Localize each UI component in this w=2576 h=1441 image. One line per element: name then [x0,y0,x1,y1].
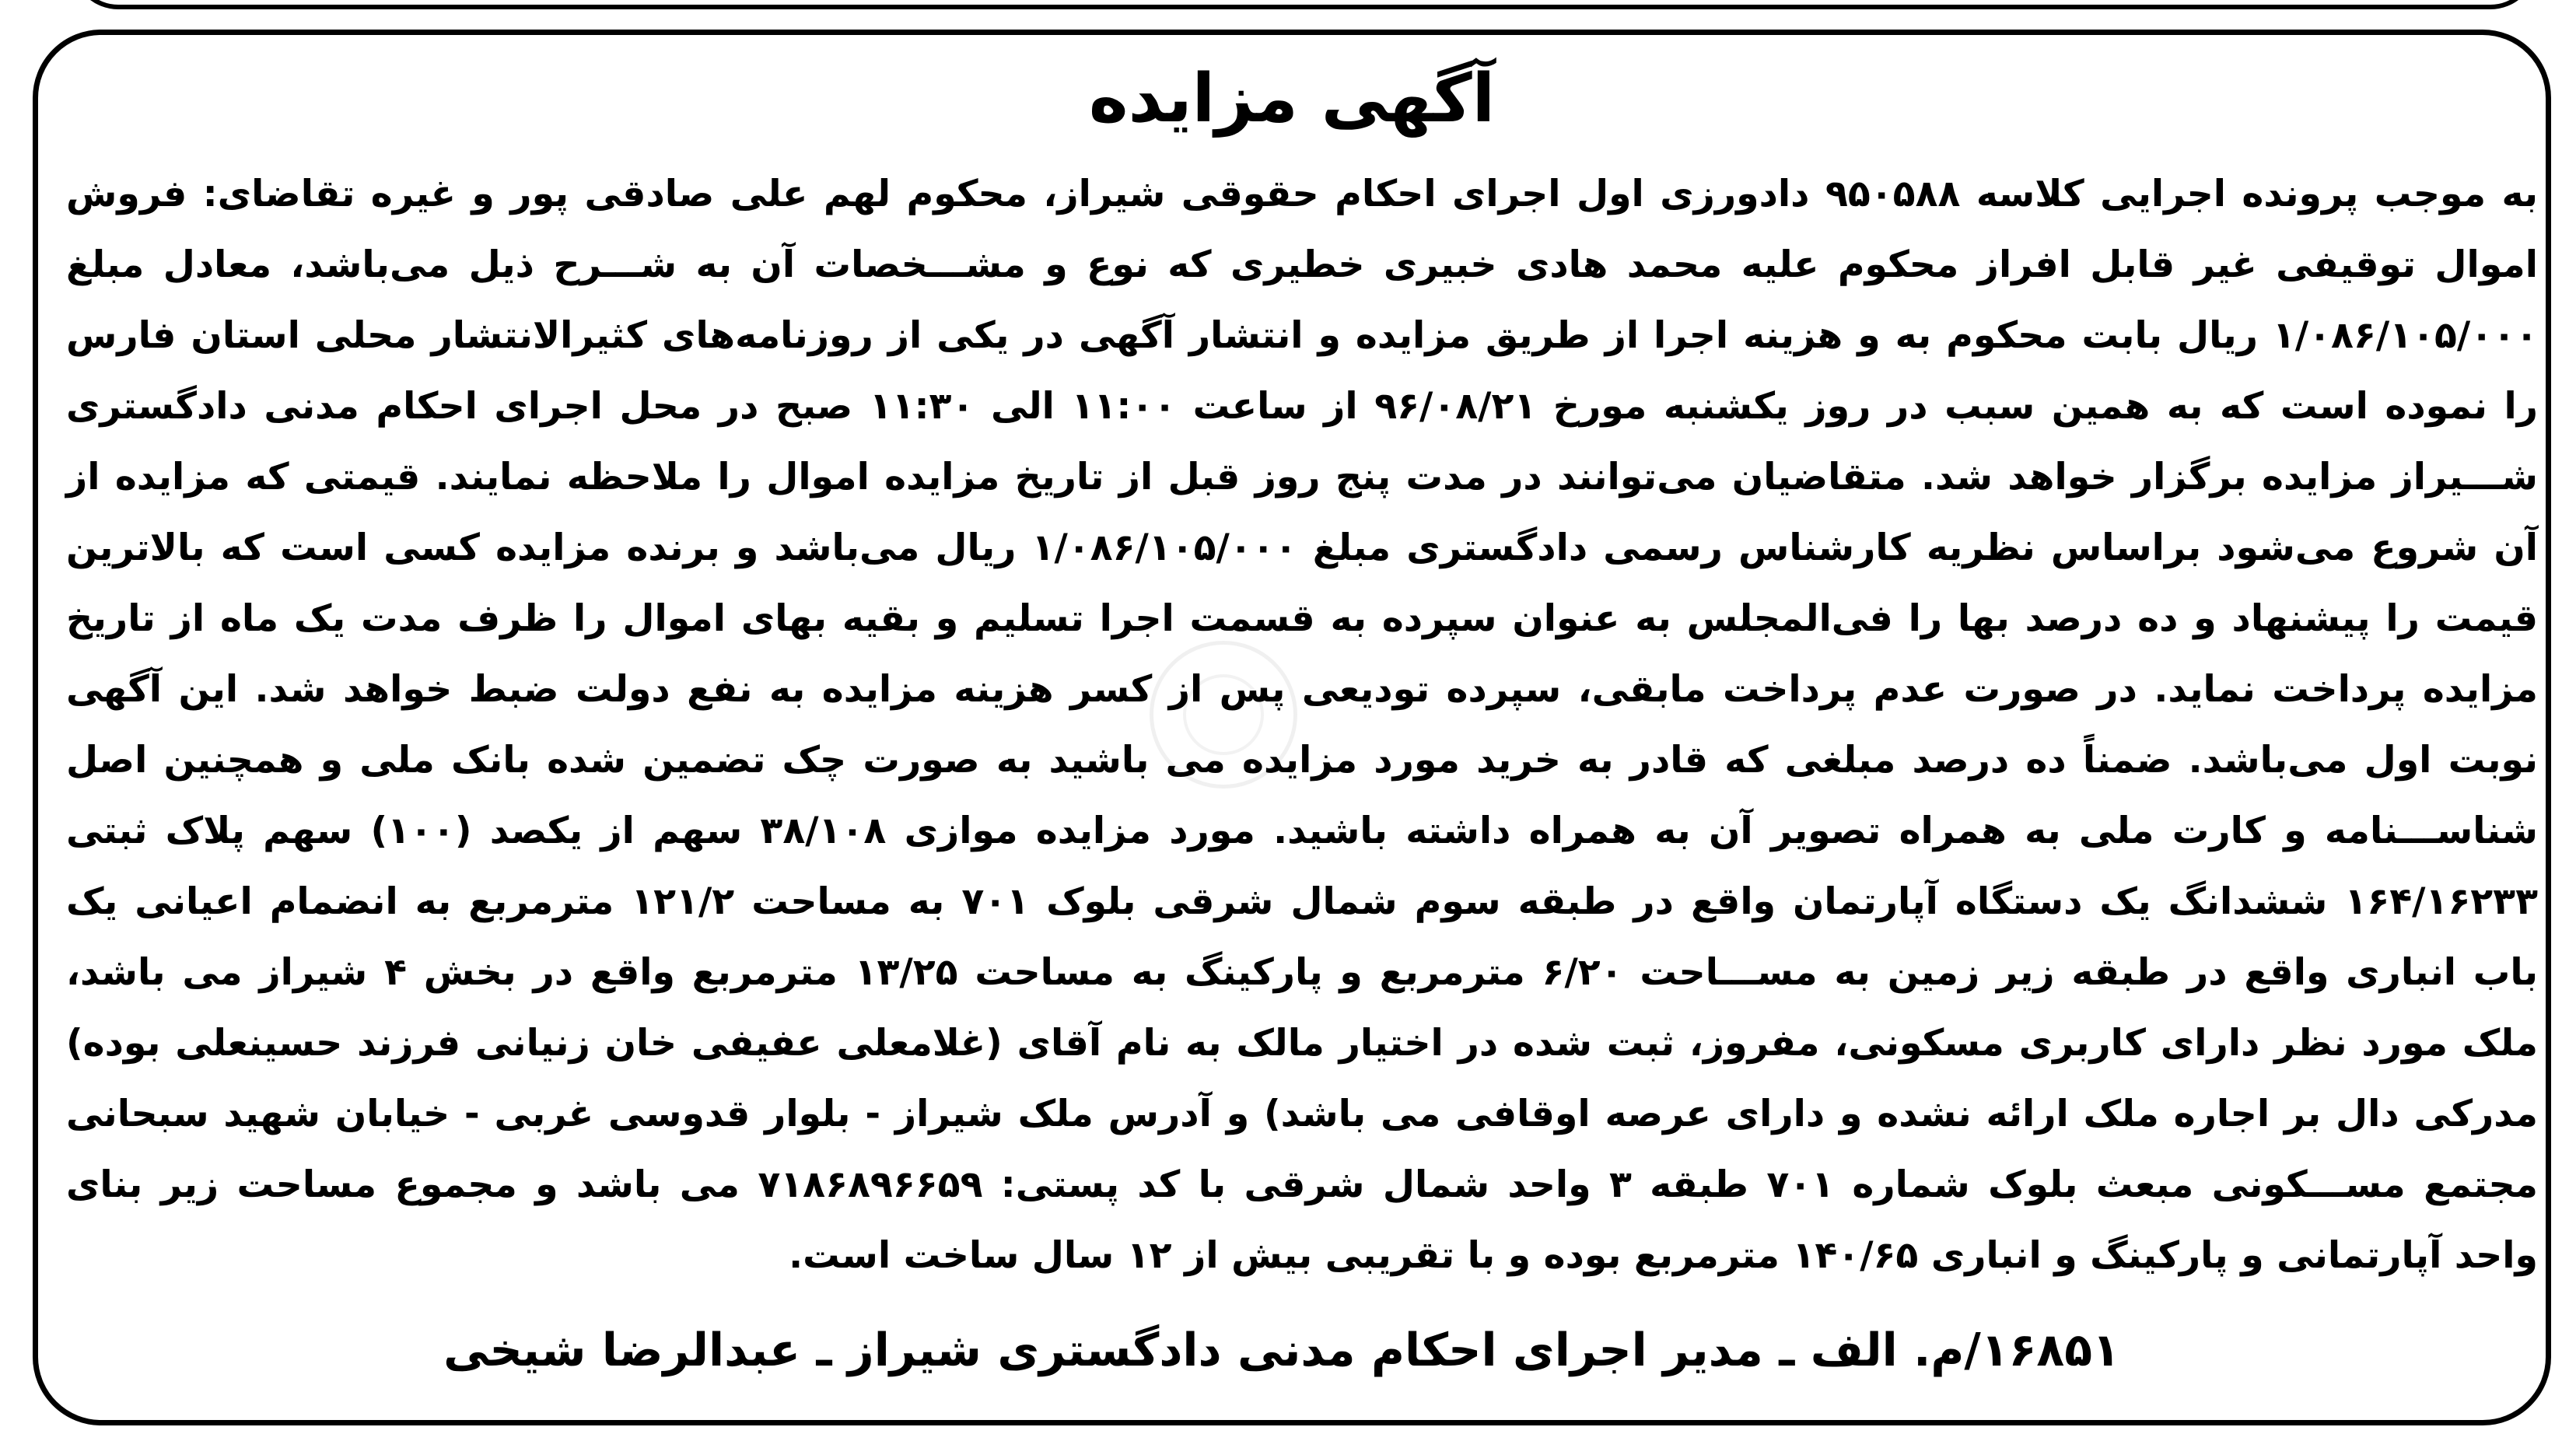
notice-line [66,583,2538,654]
notice-line-text: قیمت را پیشنهاد و ده درصد بها را فی‌المجلس به عنوان سپرده به قسمت اجرا تسلیم و بقیه بهای اموال را ظرف مدت یک ماه از تاریخ [66,597,2538,640]
notice-line [66,300,2538,371]
notice-line [66,937,2538,1008]
notice-line [66,725,2538,796]
notice-line [66,512,2538,583]
notice-signature [426,1313,2137,1387]
notice-line [66,866,2538,937]
notice-title [33,61,2551,137]
notice-line-text: مجتمع مســـکونی مبعث بلوک شماره ۷۰۱ طبقه ۳ واحد شمال شرقی با کد پستی: ۷۱۸۶۸۹۶۶۵۹ می باشد و مجموع مساحت زیر بنای [66,1163,2538,1206]
notice-line [66,1008,2538,1079]
notice-line-text: باب انباری واقع در طبقه زیر زمین به مســـاحت ۶/۲۰ مترمربع و پارکینگ به مساحت ۱۳/۲۵ مترمربع واقع در بخش ۴ شیراز می باشد، [66,951,2538,994]
notice-line-text: مزایده پرداخت نماید. در صورت عدم پرداخت مابقی، سپرده تودیعی پس از کسر هزینه مزایده به نفع دولت ضبط خواهد شد. این آگهی [66,668,2538,711]
notice-line-text: نوبت اول می‌باشد. ضمناً ده درصد مبلغی که قادر به خرید مورد مزایده می باشید به صورت چک تضمین شده بانک ملی و همچنین اصل [66,739,2538,782]
notice-line [66,371,2538,442]
previous-notice-border [72,0,2537,9]
notice-line-text: ۱۶۴/۱۶۲۳۳ ششدانگ یک دستگاه آپارتمان واقع در طبقه سوم شمال شرقی بلوک ۷۰۱ به مساحت ۱۲۱/۲ مترمربع به انضمام اعیانی یک [65,880,2538,923]
notice-line [66,1079,2538,1149]
notice-line [66,654,2538,725]
notice-line-text: آن شروع می‌شود براساس نظریه کارشناس رسمی دادگستری مبلغ ۱/۰۸۶/۱۰۵/۰۰۰ ریال می‌باشد و برنده مزایده کسی است که بالاترین [66,526,2538,569]
notice-line [66,159,2538,229]
notice-line-text: به موجب پرونده اجرایی کلاسه ۹۵۰۵۸۸ دادورزی اول اجرای احکام حقوقی شیراز، محکوم لهم علی صادقی پور و غیره تقاضای: فروش [66,173,2538,215]
notice-signature-text: ۱۶۸۵۱/م. الف ـ مدیر اجرای احکام مدنی دادگستری شیراز ـ عبدالرضا شیخی [443,1324,2120,1376]
notice-title-text: آگهی مزایده [1088,60,1496,138]
notice-line [66,1149,2538,1220]
notice-body [66,159,2538,1291]
notice-line-text: ۱/۰۸۶/۱۰۵/۰۰۰ ریال بابت محکوم به و هزینه اجرا از طریق مزایده و انتشار آگهی در یکی از روزنامه‌های کثیرالانتشار محلی استان فارس [66,314,2538,357]
notice-line-text: مدرکی دال بر اجاره ملک ارائه نشده و دارای عرصه اوقافی می باشد) و آدرس ملک شیراز - بلوار قدوسی غربی - خیابان شهید سبحانی [66,1093,2538,1135]
notice-line-text: شـــیراز مزایده برگزار خواهد شد. متقاضیان می‌توانند در مدت پنج روز قبل از تاریخ مزایده اموال را ملاحظه نمایند. قیمتی که مزایده از [66,456,2538,498]
notice-line [66,442,2538,512]
notice-line-text: ملک مورد نظر دارای کاربری مسکونی، مفروز، ثبت شده در اختیار مالک به نام آقای (غلامعلی عفیفی خان زنیانی فرزند حسینعلی بوده) [66,1022,2538,1065]
notice-line [66,229,2538,300]
notice-line-text: را نموده است که به همین سبب در روز یکشنبه مورخ ۹۶/۰۸/۲۱ از ساعت ۱۱:۰۰ الی ۱۱:۳۰ صبح در محل اجرای احکام مدنی دادگستری [65,385,2538,428]
notice-line-text: اموال توقیفی غیر قابل افراز محکوم علیه محمد هادی خبیری خطیری که نوع و مشـــخصات آن به شـــرح ذیل می‌باشد، معادل مبلغ [66,243,2538,286]
notice-line [66,796,2538,866]
notice-line-text: شناســـنامه و کارت ملی به همراه تصویر آن به همراه داشته باشید. مورد مزایده موازی ۳۸/۱۰۸ سهم از یکصد (۱۰۰) سهم پلاک ثبتی [66,810,2538,852]
notice-line-last [66,1220,2538,1291]
notice-line-text: واحد آپارتمانی و پارکینگ و انباری ۱۴۰/۶۵ مترمربع بوده و با تقریبی بیش از ۱۲ سال ساخت است. [789,1234,2538,1277]
